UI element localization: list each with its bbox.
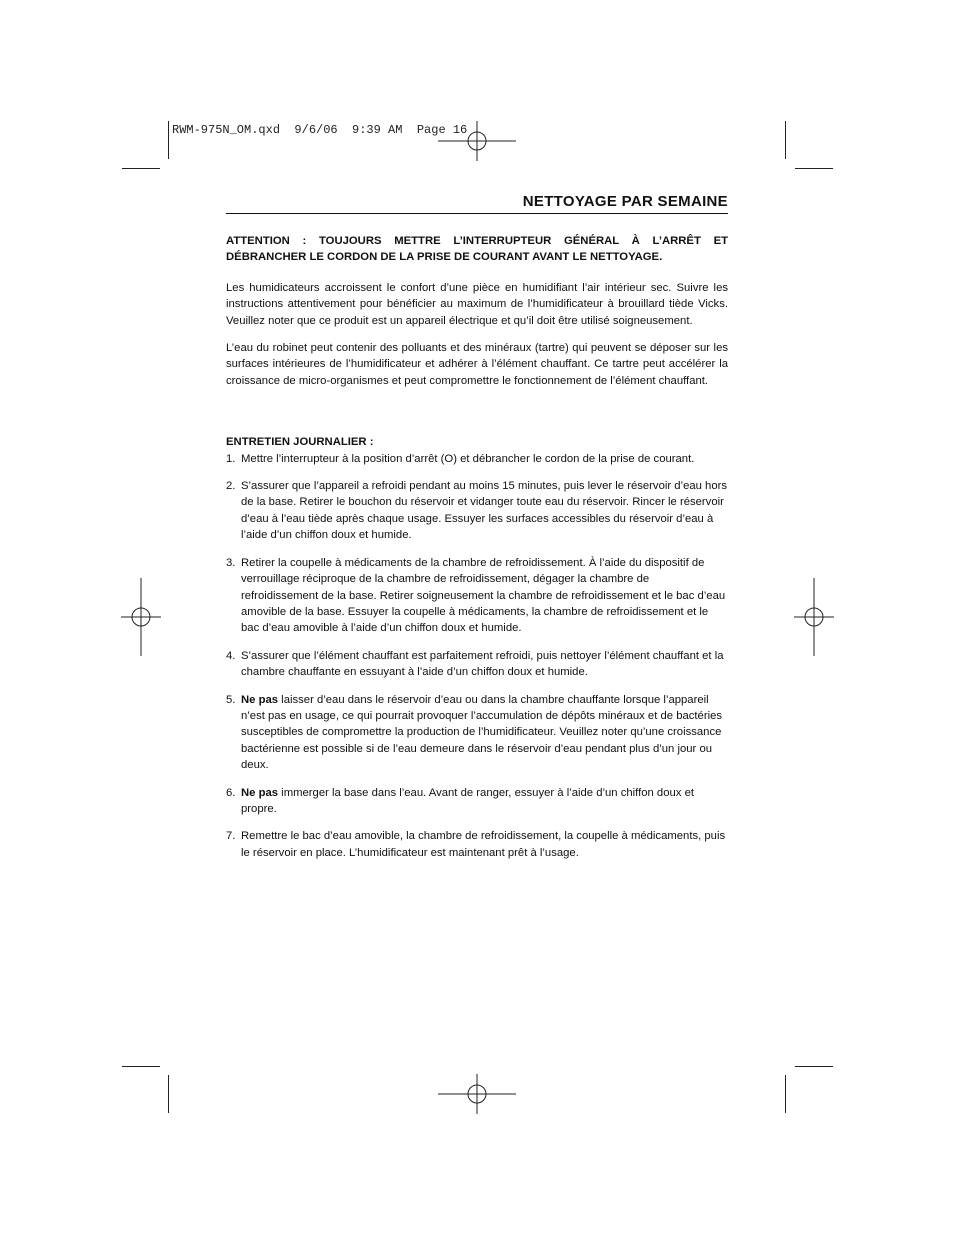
step-text: Retirer la coupelle à médicaments de la chambre de refroidissement. À l’aide du dispositif de verrouillage réciproque de la chambre de refroidissement, dégager la chambre de refroidissement de la base. Retirer soigneusement la chambre de refroidissement et le bac d’eau amovible de la base. Essuyer la coupelle à médicaments, la chambre de refroidissement et le bac d’eau amovible à l’aide d’un chiffon doux et humide. — [241, 556, 726, 635]
list-item — [226, 828, 728, 861]
registration-mark-left-icon — [121, 578, 161, 656]
crop-mark-bottom-left-vertical — [168, 1075, 169, 1113]
daily-maintenance-heading: ENTRETIEN JOURNALIER : — [226, 436, 374, 449]
step-text: immerger la base dans l’eau. Avant de ranger, essuyer à l’aide d’un chiffon doux et propre. — [241, 786, 694, 815]
step-text: Remettre le bac d’eau amovible, la chambre de refroidissement, la coupelle à médicaments, puis le réservoir en place. L’humidificateur est maintenant prêt à l’usage. — [241, 830, 726, 859]
crop-mark-top-right-vertical — [785, 121, 786, 159]
list-item — [226, 478, 728, 544]
list-item — [226, 648, 728, 681]
print-slug: RWM-975N_OM.qxd 9/6/06 9:39 AM Page 16 — [172, 123, 468, 137]
step-emphasis: Ne pas — [241, 693, 279, 706]
step-text: S’assurer que l’élément chauffant est parfaitement refroidi, puis nettoyer l’élément chauffant et la chambre chauffante en essuyant à l’aide d’un chiffon doux et humide. — [241, 649, 724, 679]
list-item — [226, 451, 728, 467]
step-text: laisser d’eau dans le réservoir d’eau ou dans la chambre chauffante lorsque l’appareil n’est pas en usage, ce qui pourrait provoquer l’accumulation de dépôts minéraux et de bactéries susceptibles de compromettre la production de l’humidificateur. Veuillez noter qu’une croissance bactérienne est possible si de l’eau demeure dans le réservoir d’eau pendant plus d’un jour ou deux. — [241, 693, 723, 772]
registration-mark-bottom-icon — [438, 1074, 516, 1114]
step-number: 2. — [226, 480, 236, 493]
step-number: 3. — [226, 556, 236, 569]
step-number: 7. — [226, 830, 236, 843]
maintenance-steps-list — [226, 451, 728, 862]
crop-mark-bottom-right-vertical — [785, 1075, 786, 1113]
crop-mark-bottom-left-horizontal — [122, 1066, 160, 1067]
intro-paragraph-1: Les humidicateurs accroissent le confort d’une pièce en humidifiant l’air intérieur sec. Suivre les instructions attentivement pour bénéficier au maximum de l’humidificateur à brouillard tiède Vicks. Veuillez noter que ce produit est un appareil électrique et qu’il doit être utilisé soigneusement. — [226, 281, 728, 327]
step-text: Mettre l’interrupteur à la position d’arrêt (O) et débrancher le cordon de la prise de courant. — [241, 452, 695, 465]
step-emphasis: Ne pas — [241, 786, 279, 799]
section-title: NETTOYAGE PAR SEMAINE — [226, 193, 728, 214]
step-number: 6. — [226, 786, 236, 799]
registration-mark-top-icon — [438, 121, 516, 161]
crop-mark-top-left-vertical — [168, 121, 169, 159]
crop-mark-bottom-right-horizontal — [795, 1066, 833, 1067]
intro-paragraph-2: L’eau du robinet peut contenir des polluants et des minéraux (tartre) qui peuvent se déposer sur les surfaces intérieures de l’humidificateur et adhérer à l’élément chauffant. Ce tartre peut accélérer la croissance de micro-organismes et peut compromettre le fonctionnement de l’élément chauffant. — [226, 342, 728, 387]
list-item — [226, 555, 728, 637]
step-number: 5. — [226, 693, 236, 706]
crop-mark-top-right-horizontal — [795, 168, 833, 169]
list-item — [226, 692, 728, 774]
step-number: 4. — [226, 649, 236, 662]
step-text: S’assurer que l’appareil a refroidi pendant au moins 15 minutes, puis lever le réservoir d’eau hors de la base. Retirer le bouchon du réservoir et vidanger toute eau du réservoir. Rincer le réservoir d’eau à l’eau tiède après chaque usage. Essuyer les surfaces accessibles du réservoir d’eau à l’aide d’un chiffon doux et humide. — [241, 480, 728, 542]
attention-warning: ATTENTION : TOUJOURS METTRE L’INTERRUPTEUR GÉNÉRAL À L’ARRÊT ET DÉBRANCHER LE CORDON DE LA PRISE DE COURANT AVANT LE NETTOYAGE. — [226, 235, 728, 264]
page-content — [226, 193, 728, 861]
registration-mark-right-icon — [794, 578, 834, 656]
step-number: 1. — [226, 452, 236, 465]
list-item — [226, 785, 728, 818]
crop-mark-top-left-horizontal — [122, 168, 160, 169]
